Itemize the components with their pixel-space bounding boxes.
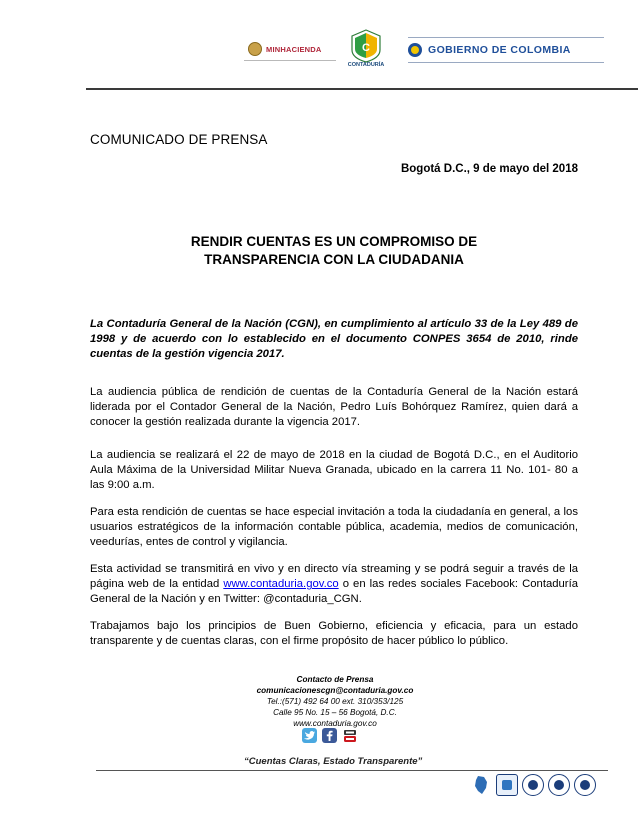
gobierno-bottom-rule (408, 62, 604, 63)
contact-phone: Tel.:(571) 492 64 00 ext. 310/353/125 (266, 697, 404, 706)
coat-of-arms-icon (248, 42, 262, 56)
conpes-seal-icon (522, 774, 544, 796)
transmision-text-2: o en las redes sociales Facebook: Contaduría General de la Nación y en Twitter: @contaduria_CGN. (90, 578, 578, 606)
document-title (90, 233, 578, 269)
footer-divider (96, 770, 608, 771)
quality-seal-icon (574, 774, 596, 796)
contact-title: Contacto de Prensa (296, 675, 374, 684)
certification-seals (470, 774, 596, 796)
certification-seal-icon (496, 774, 518, 796)
minhacienda-logo (248, 38, 322, 60)
document-date: Bogotá D.C., 9 de mayo del 2018 (400, 163, 578, 175)
svg-text:C: C (362, 42, 370, 54)
footer-slogan: “Cuentas Claras, Estado Transparente” (244, 756, 423, 767)
paragraph-buen-gobierno: Trabajamos bajo los principios de Buen Gobierno, eficiencia y eficacia, para un estado transparente y de cuentas claras, con el firme propósito de hacer público lo público. (90, 620, 578, 648)
contaduria-logo-text: CONTADURÍA (347, 62, 385, 68)
title-line-2: TRANSPARENCIA CON LA CIUDADANIA (204, 252, 464, 267)
social-icons (302, 728, 357, 743)
contact-web[interactable]: www.contaduria.gov.co (293, 719, 377, 728)
facebook-icon[interactable] (322, 728, 337, 743)
iso-seal-icon (548, 774, 570, 796)
document-heading: COMUNICADO DE PRENSA (90, 132, 268, 147)
twitter-icon[interactable] (302, 728, 317, 743)
transmision-text-1: Esta actividad se transmitirá en vivo y en directo vía streaming y se podrá seguir a través de la página web de la entidad (90, 563, 578, 591)
minhacienda-logo-text: MINHACIENDA (266, 44, 322, 54)
contact-email[interactable]: comunicacionescgn@contaduria.gov.co (256, 686, 414, 695)
colombia-map-icon (470, 774, 492, 796)
press-contact (200, 674, 470, 729)
contact-address: Calle 95 No. 15 – 56 Bogotá, D.C. (273, 708, 397, 717)
paragraph-invitacion: Para esta rendición de cuentas se hace especial invitación a toda la ciudadanía en general, a los usuarios estratégicos de la información contable pública, academia, medios de comunicación, veedurías, entes de control y vigilancia. (90, 506, 578, 549)
website-link[interactable]: www.contaduria.gov.co (223, 578, 339, 591)
gobierno-top-rule (408, 37, 604, 38)
gobierno-circle-icon (408, 43, 422, 57)
lead-paragraph: La Contaduría General de la Nación (CGN), en cumplimiento al artículo 33 de la Ley 489 de 1998 y de acuerdo con lo establecido en el documento CONPES 3654 de 2010, rinde cuentas de la gestión vigencia 2017. (90, 318, 578, 361)
paragraph-fecha-lugar: La audiencia se realizará el 22 de mayo de 2018 en la ciudad de Bogotá D.C., en el Auditorio Aula Máxima de la Universidad Militar Nueva Granada, ubicado en la carrera 11 No. 101- 80 a las 9:00 a.m. (90, 449, 578, 492)
header-divider (86, 88, 638, 90)
title-line-1: RENDIR CUENTAS ES UN COMPROMISO DE (190, 234, 478, 249)
paragraph-audiencia-liderada: La audiencia pública de rendición de cuentas de la Contaduría General de la Nación estará liderada por el Contador General de la Nación, Pedro Luís Bohórquez Ramírez, quien dará a conocer la gestión realizada durante la vigencia 2017. (90, 386, 578, 429)
youtube-icon[interactable] (342, 728, 357, 743)
paragraph-transmision (90, 562, 578, 608)
gobierno-logo-text: GOBIERNO DE COLOMBIA (428, 44, 571, 56)
gobierno-de-colombia-logo (408, 40, 604, 60)
minhacienda-underline (244, 60, 336, 61)
